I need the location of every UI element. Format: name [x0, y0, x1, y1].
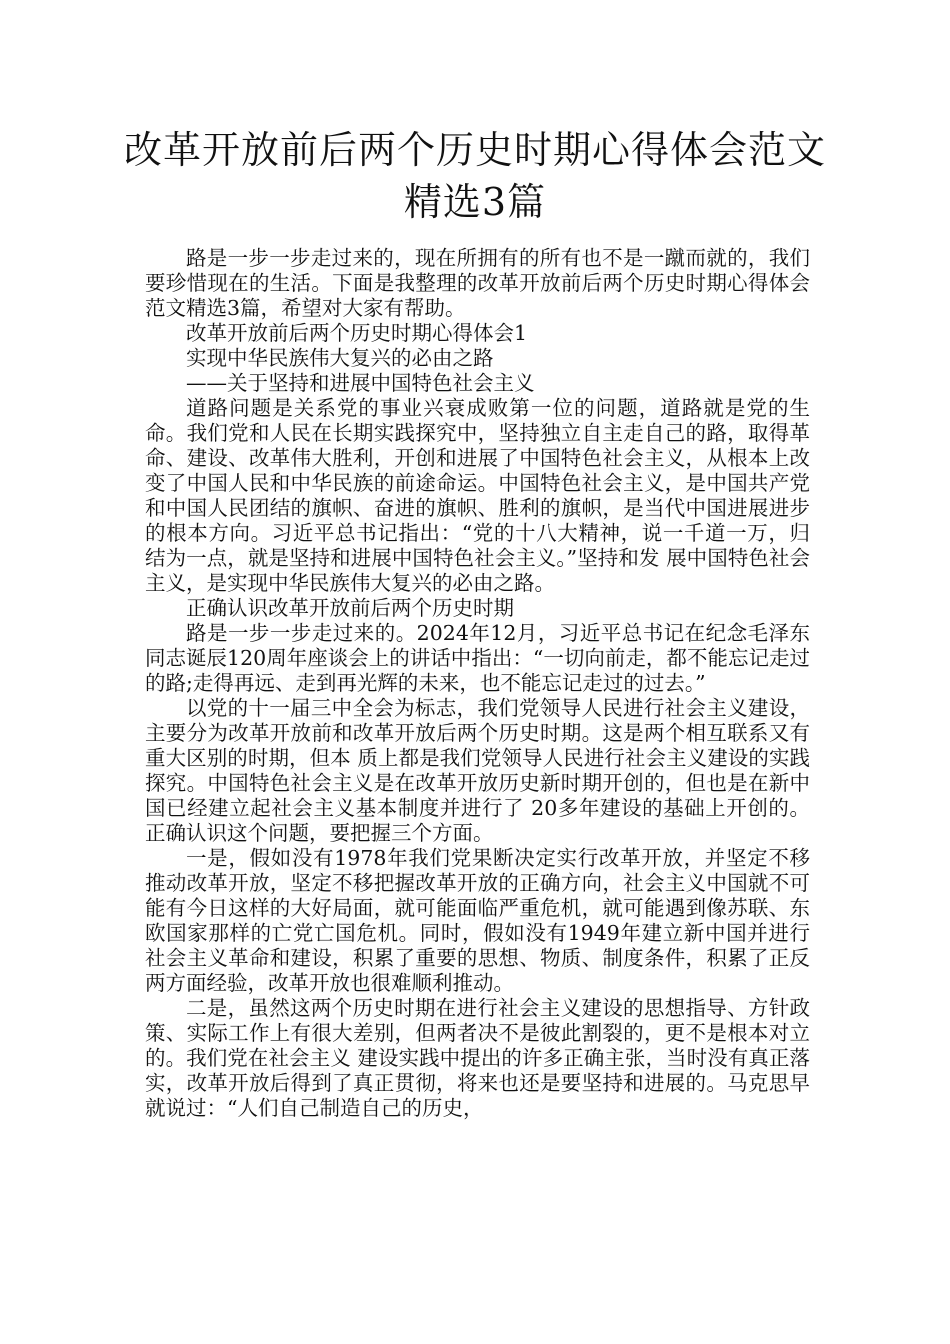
document-title-line-1: 改革开放前后两个历史时期心得体会范文	[123, 128, 826, 172]
body-paragraph: 道路问题是关系党的事业兴衰成败第一位的问题，道路就是党的生命。我们党和人民在长期实践探究中，坚持独立自主走自己的路，取得革命、建设、改革伟大胜利，开创和进展了中国特色社会主义，从根本上改变了中国人民和中华民族的前途命运。中国特色社会主义，是中国共产党和中国人民团结的旗帜、奋进的旗帜、胜利的旗帜，是当代中国进展进步的根本方向。习近平总书记指出：“党的十八大精神，说一千道一万，归结为一点，就是坚持和进展中国特色社会主义。”坚持和发 展中国特色社会主义，是实现中华民族伟大复兴的必由之路。	[145, 396, 810, 595]
intro-paragraph: 路是一步一步走过来的，现在所拥有的所有也不是一蹴而就的，我们要珍惜现在的生活。下面是我整理的改革开放前后两个历史时期心得体会范文精选3篇，希望对大家有帮助。	[145, 246, 810, 320]
article-title: 实现中华民族伟大复兴的必由之路	[186, 346, 494, 370]
body-paragraph: 一是，假如没有1978年我们党果断决定实行改革开放，并坚定不移推动改革开放，坚定不移把握改革开放的正确方向，社会主义中国就不可能有今日这样的大好局面，就可能面临严重危机，就可能遇到像苏联、东欧国家那样的亡党亡国危机。同时，假如没有1949年建立新中国并进行社会主义革命和建设，积累了重要的思想、物质、制度条件，积累了正反两方面经验，改革开放也很难顺利推动。	[145, 846, 810, 995]
body-paragraph: 以党的十一届三中全会为标志，我们党领导人民进行社会主义建设，主要分为改革开放前和改革开放后两个历史时期。这是两个相互联系又有重大区别的时期，但本 质上都是我们党领导人民进行社会主义建设的实践探究。中国特色社会主义是在改革开放历史新时期开创的，但也是在新中国已经建立起社会主义基本制度并进行了 20多年建设的基础上开创的。正确认识这个问题，要把握三个方面。	[145, 696, 810, 845]
subheading: 正确认识改革开放前后两个历史时期	[186, 596, 514, 620]
section-heading: 改革开放前后两个历史时期心得体会1	[186, 321, 528, 345]
body-paragraph: 二是，虽然这两个历史时期在进行社会主义建设的思想指导、方针政策、实际工作上有很大差别，但两者决不是彼此割裂的，更不是根本对立的。我们党在社会主义 建设实践中提出的许多正确主张，当时没有真正落实，改革开放后得到了真正贯彻，将来也还是要坚持和进展的。马克思早就说过：“人们自己制造自己的历史，	[145, 996, 810, 1120]
article-subtitle: ——关于坚持和进展中国特色社会主义	[186, 371, 535, 395]
document-body	[145, 246, 810, 1121]
body-paragraph: 路是一步一步走过来的。2024年12月，习近平总书记在纪念毛泽东同志诞辰120周年座谈会上的讲话中指出：“一切向前走，都不能忘记走过的路;走得再远、走到再光辉的未来，也不能忘记走过的过去。”	[145, 621, 810, 695]
document-title-line-2: 精选3篇	[403, 180, 547, 224]
